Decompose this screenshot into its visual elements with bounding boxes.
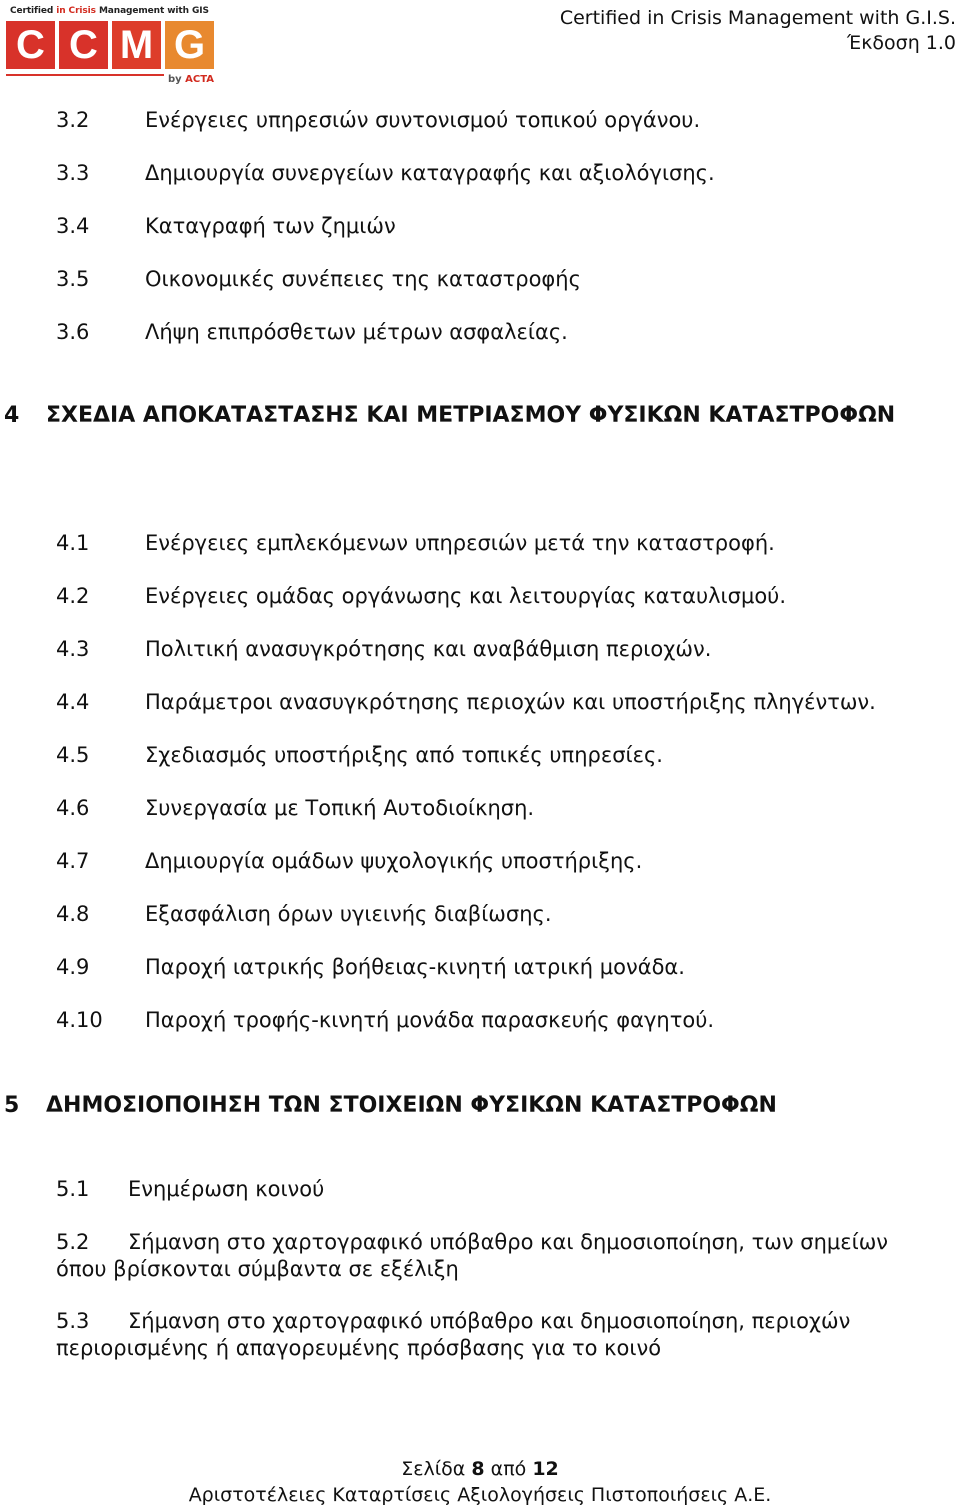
toc-text: Ενημέρωση κοινού	[128, 1177, 325, 1201]
toc-number: 3.5	[56, 267, 90, 291]
toc-text: Δημιουργία συνεργείων καταγραφής και αξιολόγισης.	[145, 161, 715, 185]
section-number: 4	[4, 403, 20, 428]
toc-number: 3.4	[56, 214, 90, 238]
toc-text: Ενέργειες υπηρεσιών συντονισμού τοπικού οργάνου.	[145, 108, 701, 132]
toc-number: 4.9	[56, 955, 90, 979]
toc-number: 4.2	[56, 584, 90, 608]
toc-number: 5.1	[56, 1177, 90, 1201]
toc-number: 4.5	[56, 743, 90, 767]
toc-number: 4.7	[56, 849, 90, 873]
toc-text: Παροχή ιατρικής βοήθειας-κινητή ιατρική μονάδα.	[145, 955, 685, 979]
toc-text: Οικονομικές συνέπειες της καταστροφής	[145, 267, 581, 291]
logo-underline	[6, 74, 164, 76]
toc-number: 4.10	[56, 1008, 103, 1032]
toc-number: 4.8	[56, 902, 90, 926]
toc-text: Παράμετροι ανασυγκρότησης περιοχών και υποστήριξης πληγέντων.	[145, 690, 876, 714]
section-title: ΣΧΕΔΙΑ ΑΠΟΚΑΤΑΣΤΑΣΗΣ ΚΑΙ ΜΕΤΡΙΑΣΜΟΥ ΦΥΣΙΚΩΝ ΚΑΤΑΣΤΡΟΦΩΝ	[46, 403, 896, 428]
toc-text: Καταγραφή των ζημιών	[145, 214, 396, 238]
ccmg-logo	[6, 4, 216, 88]
toc-text: Σχεδιασμός υποστήριξης από τοπικές υπηρεσίες.	[145, 743, 663, 767]
toc-text: Ενέργειες εμπλεκόμενων υπηρεσιών μετά την καταστροφή.	[145, 531, 775, 555]
toc-number: 3.6	[56, 320, 90, 344]
toc-item	[56, 1176, 926, 1203]
toc-text: Συνεργασία με Τοπική Αυτοδιοίκηση.	[145, 796, 535, 820]
company-name: Αριστοτέλειες Καταρτίσεις Αξιολογήσεις Πιστοποιήσεις Α.Ε.	[188, 1484, 772, 1506]
toc-text: Δημιουργία ομάδων ψυχολογικής υποστήριξης.	[145, 849, 643, 873]
logo-letter: C	[6, 21, 55, 69]
toc-number: 5.2	[56, 1230, 90, 1254]
toc-text: Ενέργειες ομάδας οργάνωσης και λειτουργίας καταυλισμού.	[145, 584, 787, 608]
toc-item	[56, 1308, 926, 1362]
toc-text: Λήψη επιπρόσθετων μέτρων ασφαλείας.	[145, 320, 568, 344]
logo-letter: M	[112, 21, 161, 69]
toc-number: 4.4	[56, 690, 90, 714]
logo-letters	[6, 21, 218, 69]
section-number: 5	[4, 1093, 20, 1118]
logo-letter: C	[59, 21, 108, 69]
toc-text: Σήμανση στο χαρτογραφικό υπόβαθρο και δημοσιοποίηση, των σημείων όπου βρίσκονται σύμβαντα σε εξέλιξη	[56, 1230, 889, 1281]
logo-tagline: Certified in Crisis Management with GIS	[10, 6, 209, 16]
toc-text: Σήμανση στο χαρτογραφικό υπόβαθρο και δημοσιοποίηση, περιοχών περιορισμένης ή απαγορευμένης πρόσβασης για το κοινό	[56, 1309, 851, 1360]
toc-text: Εξασφάλιση όρων υγιεινής διαβίωσης.	[145, 902, 552, 926]
page-number: Σελίδα 8 από 12	[401, 1458, 559, 1480]
toc-number: 3.3	[56, 161, 90, 185]
logo-by-acta: by ACTA	[168, 74, 215, 85]
toc-text: Πολιτική ανασυγκρότησης και αναβάθμιση περιοχών.	[145, 637, 712, 661]
section-title: ΔΗΜΟΣΙΟΠΟΙΗΣΗ ΤΩΝ ΣΤΟΙΧΕΙΩΝ ΦΥΣΙΚΩΝ ΚΑΤΑΣΤΡΟΦΩΝ	[46, 1093, 777, 1118]
toc-number: 4.3	[56, 637, 90, 661]
toc-number: 4.6	[56, 796, 90, 820]
header-info	[560, 6, 956, 56]
toc-item	[56, 1229, 926, 1283]
toc-number: 4.1	[56, 531, 90, 555]
toc-number: 3.2	[56, 108, 90, 132]
toc-number: 5.3	[56, 1309, 90, 1333]
document-version: Έκδοση 1.0	[847, 32, 956, 54]
logo-letter: G	[165, 21, 214, 69]
document-title: Certified in Crisis Management with G.I.S.	[559, 7, 956, 29]
toc-text: Παροχή τροφής-κινητή μονάδα παρασκευής φαγητού.	[145, 1008, 715, 1032]
